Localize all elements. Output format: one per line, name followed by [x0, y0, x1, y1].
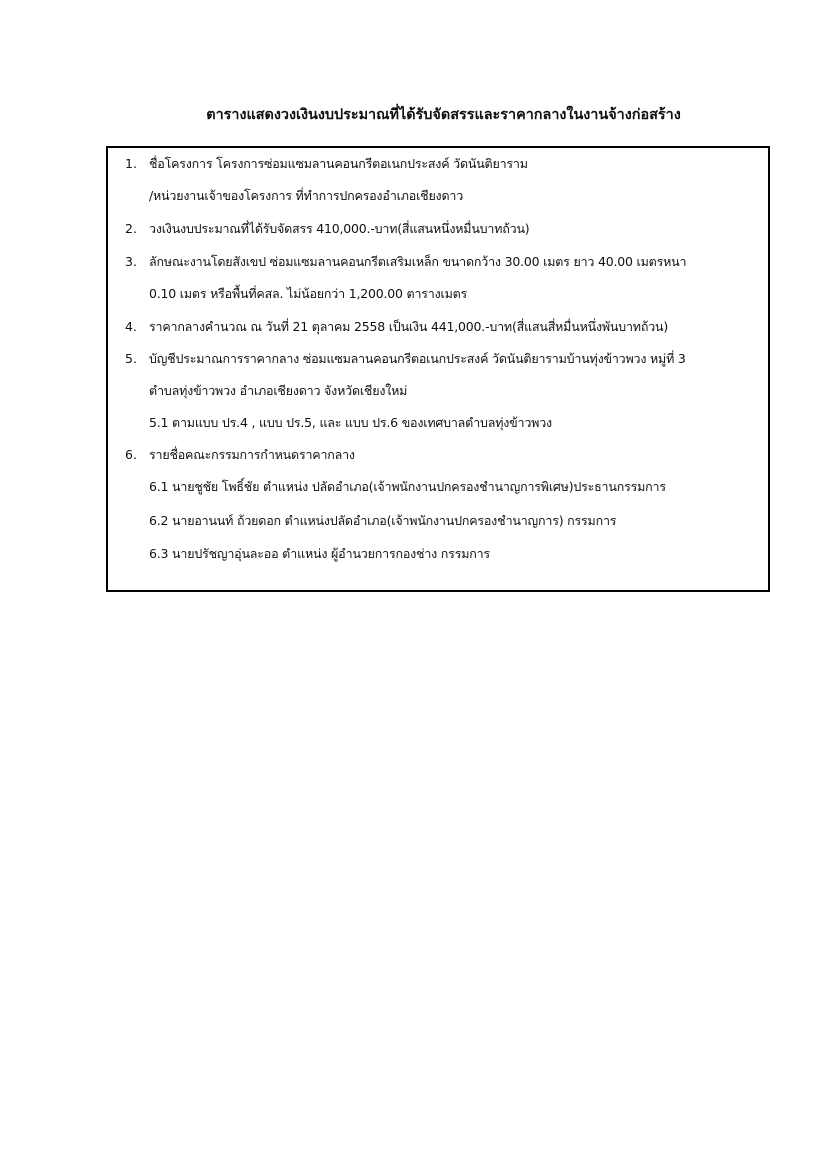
estimate-subitem: 5.1 ตามแบบ ปร.4 , แบบ ปร.5, และ แบบ ปร.6 ของเทศบาลตำบลทุ่งข้าวพวง [149, 415, 552, 430]
committee-member: 6.2 นายอานนท์ ถ้วยดอก ตำแหน่งปลัดอำเภอ(เจ้าพนักงานปกครองชำนาญการ) กรรมการ [149, 513, 617, 528]
item-number: 5. [125, 351, 137, 366]
committee-member: 6.1 นายชูชัย โพธิ์ชัย ตำแหน่ง ปลัดอำเภอ(เจ้าพนักงานปกครองชำนาญการพิเศษ)ประธานกรรมการ [149, 479, 666, 494]
project-owner-line: /หน่วยงานเจ้าของโครงการ ที่ทำการปกครองอำเภอเชียงดาว [149, 188, 464, 203]
item-number: 1. [125, 156, 137, 171]
item-number: 4. [125, 319, 137, 334]
item-number: 2. [125, 221, 137, 236]
item-number: 6. [125, 447, 137, 462]
project-name-line: ชื่อโครงการ โครงการซ่อมแซมลานคอนกรีตอเนกประสงค์ วัดนันติยาราม [149, 156, 528, 171]
committee-heading: รายชื่อคณะกรรมการกำหนดราคากลาง [149, 447, 355, 462]
estimate-line: บัญชีประมาณการราคากลาง ซ่อมแซมลานคอนกรีตอเนกประสงค์ วัดนันติยารามบ้านทุ่งข้าวพวง หมู่ที่ 3 [149, 351, 686, 366]
item-number: 3. [125, 254, 137, 269]
work-description-line: ลักษณะงานโดยสังเขป ซ่อมแซมลานคอนกรีตเสริมเหล็ก ขนาดกว้าง 30.00 เมตร ยาว 40.00 เมตรหนา [149, 254, 687, 269]
median-price-line: ราคากลางคำนวณ ณ วันที่ 21 ตุลาคม 2558 เป็นเงิน 441,000.-บาท(สี่แสนสี่หมื่นหนึ่งพันบาทถ้วน) [149, 319, 669, 334]
page-title: ตารางแสดงวงเงินงบประมาณที่ได้รับจัดสรรและราคากลางในงานจ้างก่อสร้าง [206, 107, 681, 123]
committee-member: 6.3 นายปรัชญาอุ่นละออ ตำแหน่ง ผู้อำนวยการกองช่าง กรรมการ [149, 546, 490, 561]
budget-line: วงเงินงบประมาณที่ได้รับจัดสรร 410,000.-บาท(สี่แสนหนึ่งหมื่นบาทถ้วน) [149, 221, 530, 236]
work-description-line: 0.10 เมตร หรือพื้นที่คสล. ไม่น้อยกว่า 1,200.00 ตารางเมตร [149, 286, 468, 301]
estimate-line: ตำบลทุ่งข้าวพวง อำเภอเชียงดาว จังหวัดเชียงใหม่ [149, 383, 408, 398]
